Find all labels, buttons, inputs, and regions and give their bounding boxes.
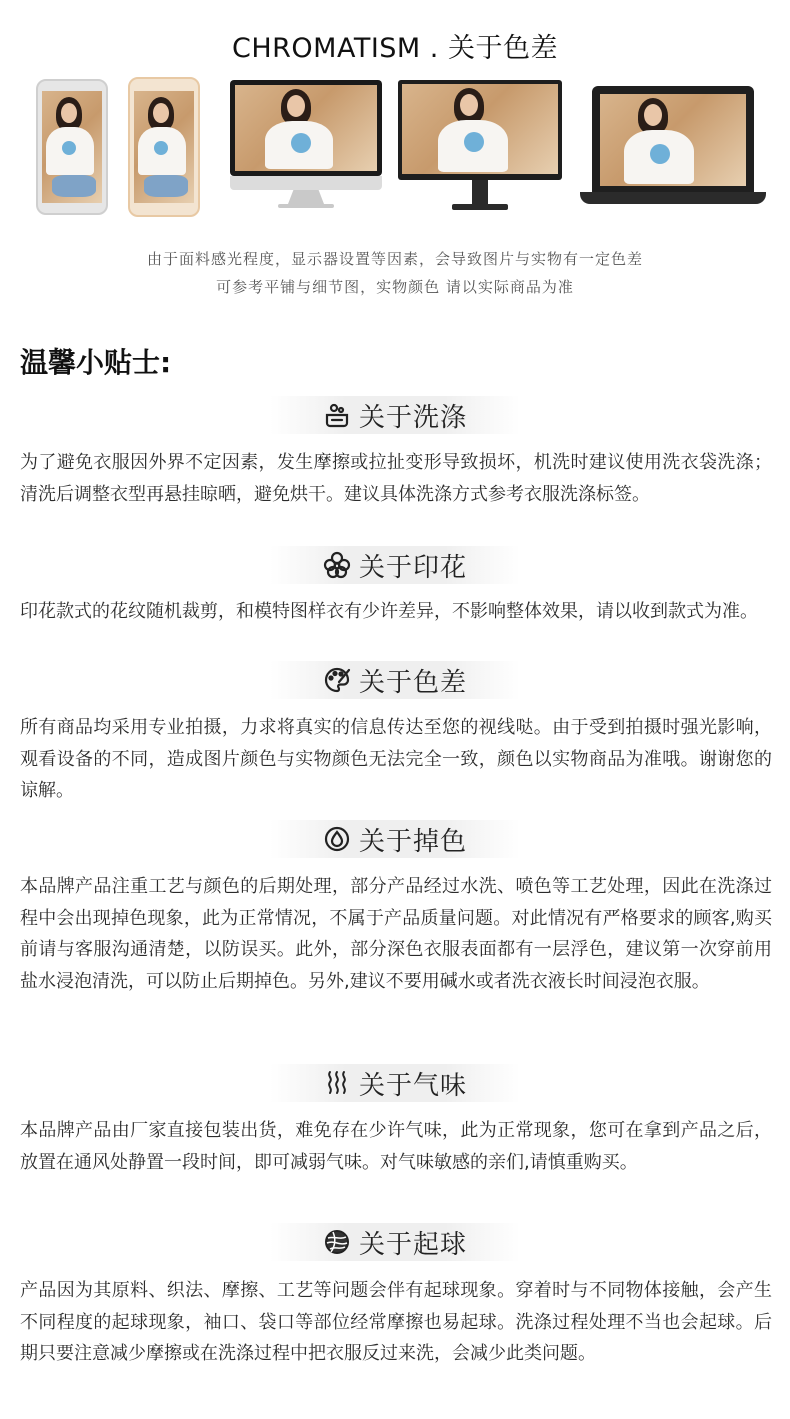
fade-drop-icon: [323, 825, 351, 853]
page-title: CHROMATISM . 关于色差: [232, 33, 558, 64]
tips-heading: 温馨小贴士:: [20, 346, 172, 379]
section-header-odor: [270, 1064, 520, 1102]
section-text-odor: 本品牌产品由厂家直接包装出货，难免存在少许气味，此为正常现象，您可在拿到产品之后，放置在通风处静置一段时间，即可减弱气味。对气味敏感的亲们,请慎重购买。: [20, 1120, 772, 1173]
section-text-pilling: 产品因为其原料、织法、摩擦、工艺等问题会伴有起球现象。穿着时与不同物体接触，会产生不同程度的起球现象，袖口、袋口等部位经常摩擦也易起球。洗涤过程处理不当也会起球。后期只要注意减少摩擦或在洗涤过程中把衣服反过来洗，会减少此类问题。: [20, 1280, 772, 1364]
palette-icon: [323, 666, 351, 694]
section-header-print: [270, 546, 520, 584]
washing-icon: [323, 401, 351, 429]
disclaimer-line-2: 可参考平铺与细节图，实物颜色 请以实际商品为准: [216, 278, 574, 296]
imac-icon: [230, 80, 382, 214]
section-title: 关于起球: [358, 1229, 467, 1260]
laptop-icon: [580, 86, 766, 210]
phone-silver-icon: [36, 79, 108, 215]
phone-gold-icon: [128, 77, 200, 217]
section-header-pilling: [270, 1223, 520, 1261]
section-title: 关于洗涤: [358, 402, 467, 433]
monitor-icon: [398, 80, 562, 214]
flower-icon: [323, 551, 351, 579]
section-header-chromatism: [270, 661, 520, 699]
odor-waves-icon: [323, 1069, 351, 1097]
section-title: 关于气味: [358, 1070, 467, 1101]
section-title: 关于印花: [358, 552, 467, 583]
section-text-fading: 本品牌产品注重工艺与颜色的后期处理，部分产品经过水洗、喷色等工艺处理，因此在洗涤过程中会出现掉色现象，此为正常情况，不属于产品质量问题。对此情况有严格要求的顾客,购买前请与客服沟通清楚，以防误买。此外，部分深色衣服表面都有一层浮色，建议第一次穿前用盐水浸泡清洗，可以防止后期掉色。另外,建议不要用碱水或者洗衣液长时间浸泡衣服。: [20, 876, 772, 992]
section-title: 关于掉色: [358, 826, 467, 857]
section-text-chromatism: 所有商品均采用专业拍摄，力求将真实的信息传达至您的视线哒。由于受到拍摄时强光影响，观看设备的不同，造成图片颜色与实物颜色无法完全一致，颜色以实物商品为准哦。谢谢您的谅解。: [20, 717, 772, 801]
section-header-washing: [270, 396, 520, 434]
section-title: 关于色差: [358, 667, 467, 698]
disclaimer-line-1: 由于面料感光程度，显示器设置等因素，会导致图片与实物有一定色差: [146, 250, 643, 268]
section-text-washing: 为了避免衣服因外界不定因素，发生摩擦或拉扯变形导致损坏，机洗时建议使用洗衣袋洗涤；清洗后调整衣型再悬挂晾晒，避免烘干。建议具体洗涤方式参考衣服洗涤标签。: [20, 452, 772, 505]
yarn-ball-icon: [323, 1228, 351, 1256]
section-text-print: 印花款式的花纹随机裁剪，和模特图样衣有少许差异，不影响整体效果，请以收到款式为准。: [20, 601, 758, 622]
device-comparison-row: [0, 74, 790, 219]
section-header-fading: [270, 820, 520, 858]
